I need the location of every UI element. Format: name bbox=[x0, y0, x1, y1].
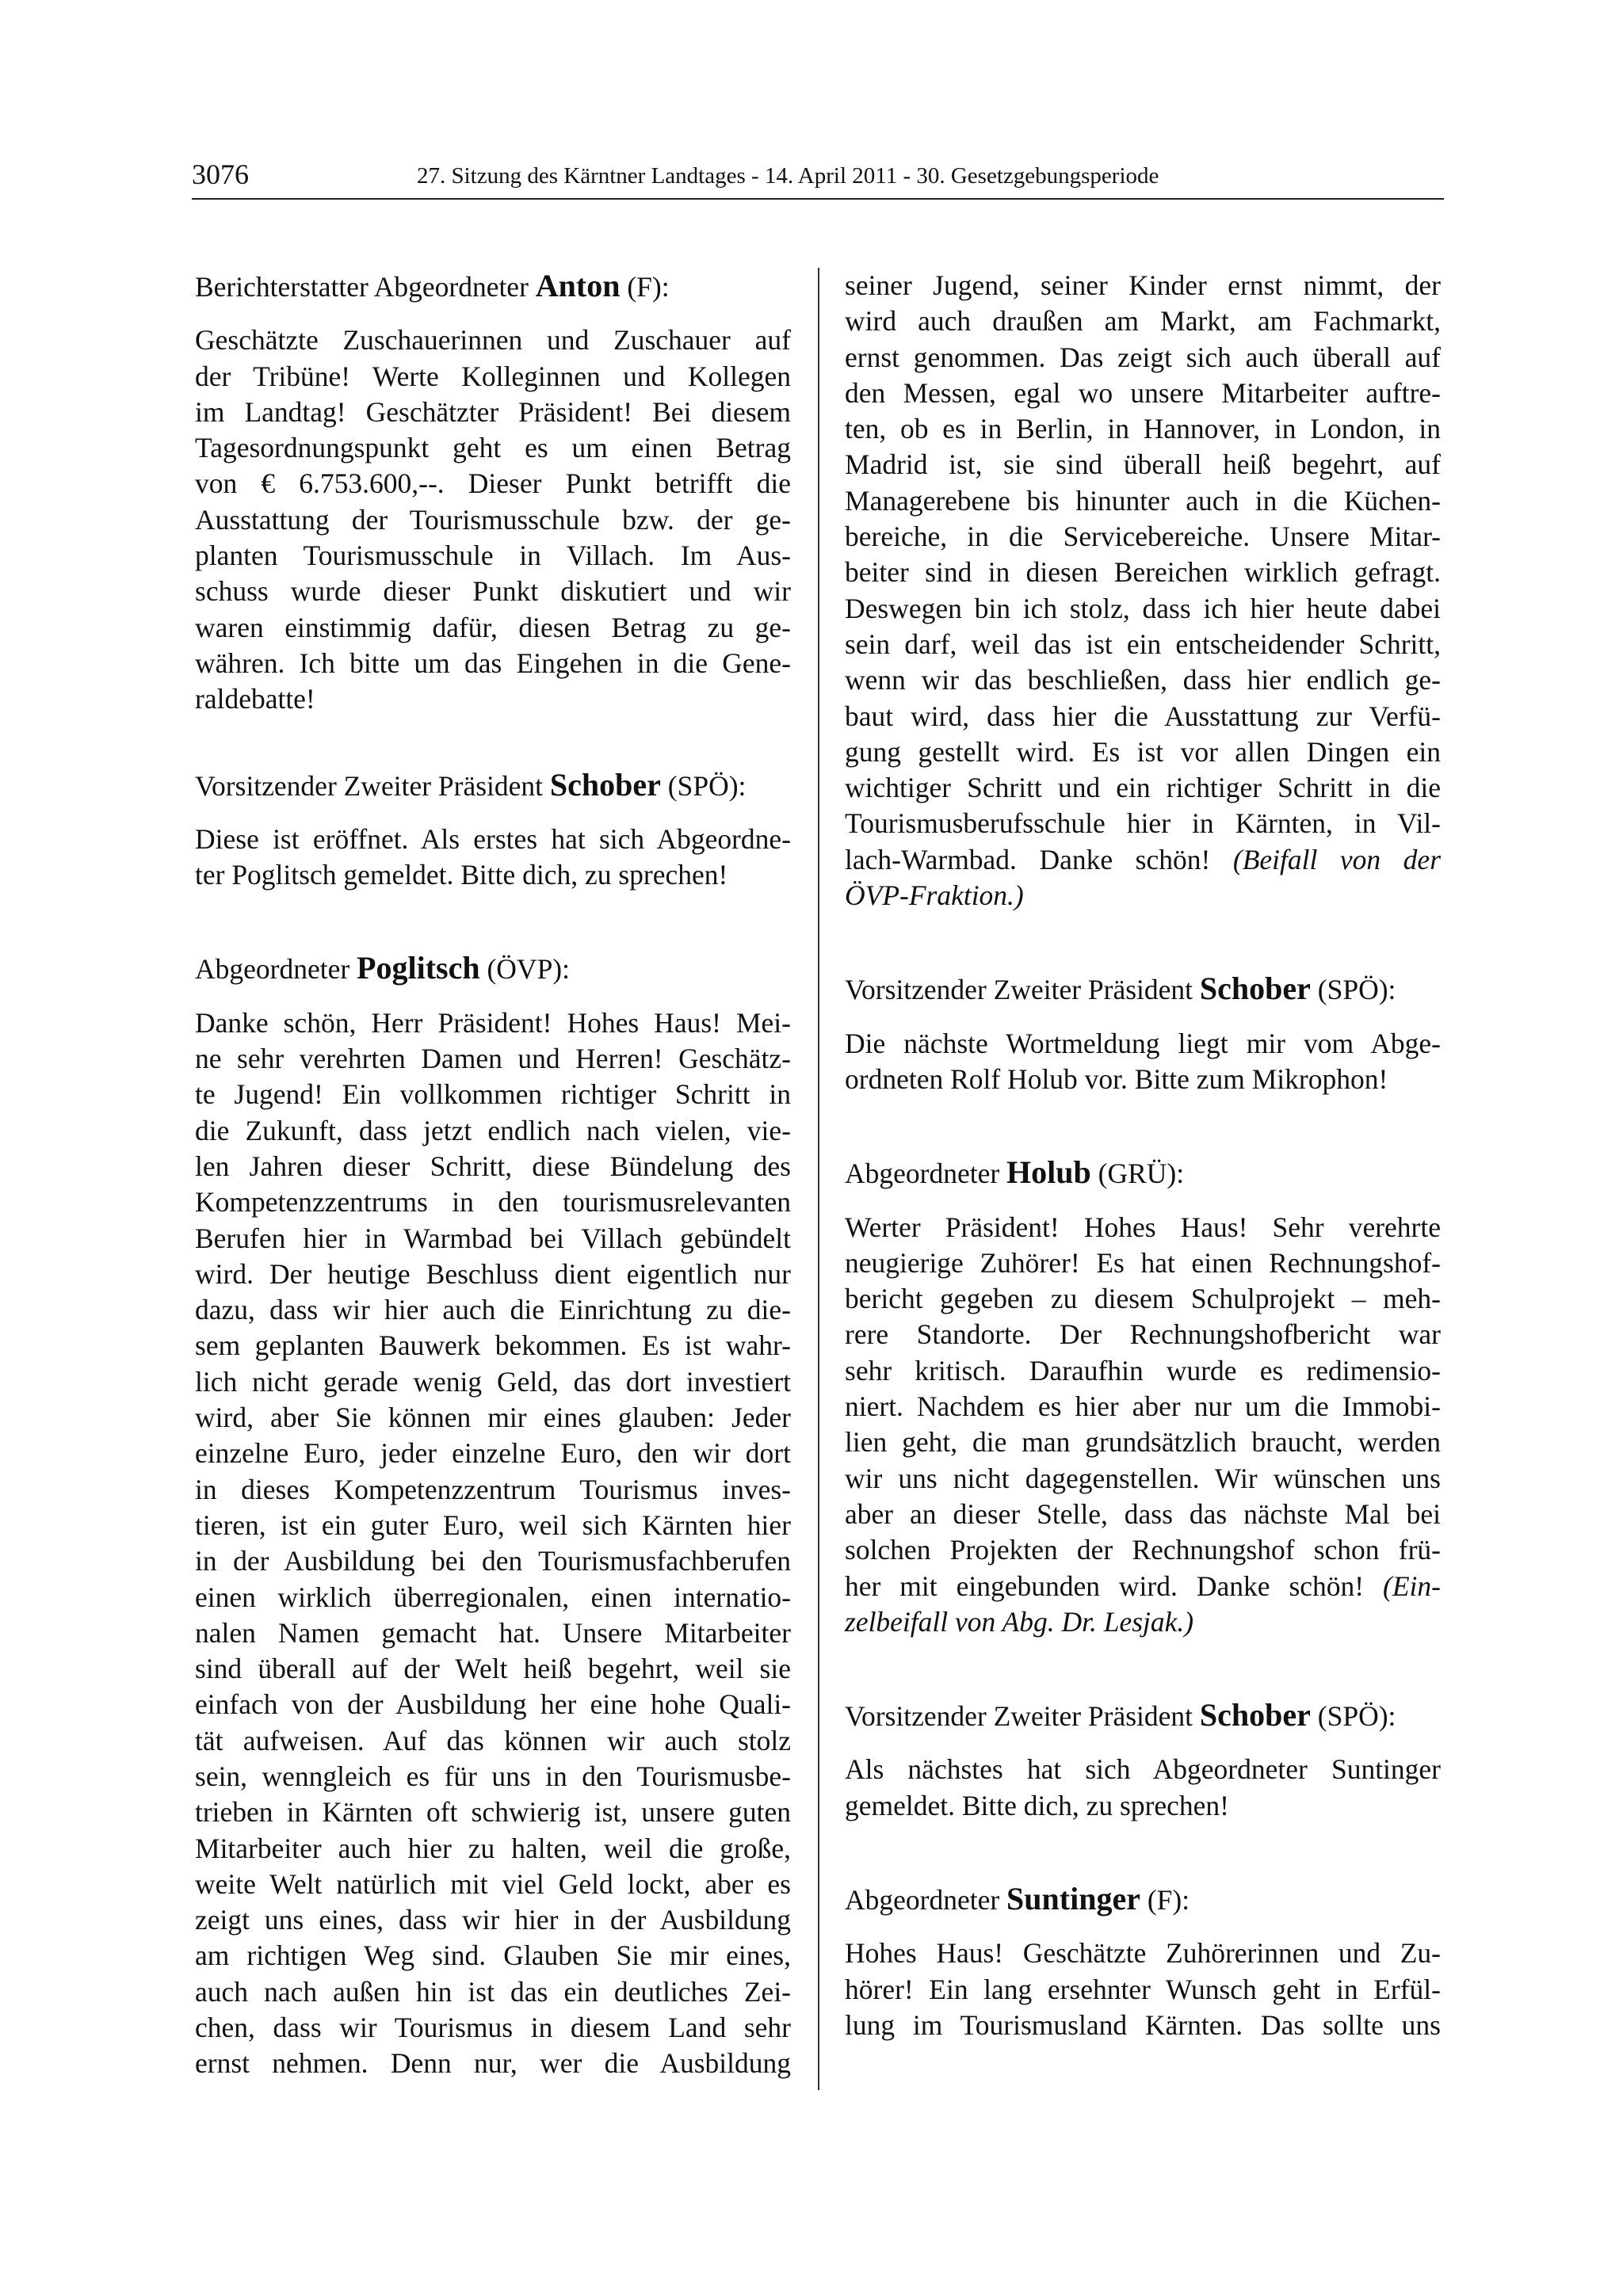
speaker-name: Schober bbox=[1199, 971, 1311, 1007]
text-line: sein darf, weil das ist ein entscheidender Schritt, bbox=[845, 627, 1441, 660]
text-line: rere Standorte. Der Rechnungshofbericht war bbox=[845, 1318, 1441, 1351]
column-divider bbox=[818, 268, 819, 2090]
left-column bbox=[195, 268, 791, 2082]
text-line: wird. Der heutige Beschluss dient eigentlich nur bbox=[195, 1257, 791, 1290]
text-line: ernst genommen. Das zeigt sich auch überall auf bbox=[845, 341, 1441, 373]
speaker-line-holub: Abgeordneter Holub (GRÜ): bbox=[845, 1154, 1185, 1191]
applause-note: (Ein- bbox=[1383, 1569, 1441, 1602]
speech-poglitsch-continued: seiner Jugend, seiner Kinder ernst nimmt, der wird auch draußen am Markt, am Fachmarkt, ernst genommen. Das zeigt sich auch überall auf den Messen, egal wo unsere Mitarbeiter auftre- ten, ob es in Berlin, in Hannover, in London, in Madrid ist, sie sind überall heiß begehrt, auf Managerebene bis hinunter auch in die Küchen- bereiche, in die Servicebereiche. Unsere Mitar- beiter sind in diesen Bereichen wirklich gefragt. Deswegen bin ich stolz, dass ich hier heute dabei sein darf, weil das ist ein entscheidender Schritt, wenn wir das beschließen, dass hier endlich ge- baut wird, dass hier die Ausstattung zur Verfü- gung gestellt wird. Es ist vor allen Dingen ein wichtiger Schritt und ein richtiger Schritt in die Tourismusberufsschule hier in Kärnten, in Vil- lach-Warmbad. Danke schön! (Beifall von der ÖVP-Fraktion.) bbox=[845, 268, 1441, 913]
speaker-name: Poglitsch bbox=[357, 950, 480, 986]
text-line: einen wirklich überregionalen, einen internatio- bbox=[195, 1581, 791, 1613]
text-line: Managerebene bis hinunter auch in die Küchen- bbox=[845, 484, 1441, 517]
text-line: chen, dass wir Tourismus in diesem Land sehr bbox=[195, 2012, 791, 2044]
text-line: ernst nehmen. Denn nur, wer die Ausbildung bbox=[195, 2047, 791, 2080]
text-line: Werter Präsident! Hohes Haus! Sehr verehrte bbox=[845, 1211, 1441, 1243]
text-line: wir uns nicht dagegenstellen. Wir wünschen uns bbox=[845, 1462, 1441, 1494]
text-line: sem geplanten Bauwerk bekommen. Es ist wahr- bbox=[195, 1329, 791, 1362]
text-line: wird auch draußen am Markt, am Fachmarkt, bbox=[845, 305, 1441, 338]
page-number: 3076 bbox=[192, 158, 249, 190]
text-line: neugierige Zuhörer! Es hat einen Rechnungshof- bbox=[845, 1246, 1441, 1279]
text-line: weite Welt natürlich mit viel Geld lockt, aber es bbox=[195, 1867, 791, 1900]
text-line: Berufen hier in Warmbad bei Villach gebündelt bbox=[195, 1222, 791, 1254]
text-line: schuss wurde dieser Punkt diskutiert und wir bbox=[195, 575, 791, 608]
text-line: tieren, ist ein guter Euro, weil sich Kärnten hier bbox=[195, 1508, 791, 1541]
text-line: planten Tourismusschule in Villach. Im Aus- bbox=[195, 540, 791, 572]
text-line: am richtigen Weg sind. Glauben Sie mir eines, bbox=[195, 1939, 791, 1972]
speech-poglitsch bbox=[195, 1005, 791, 2082]
text-line: nalen Namen gemacht hat. Unsere Mitarbeiter bbox=[195, 1616, 791, 1649]
speaker-line-suntinger: Abgeordneter Suntinger (F): bbox=[845, 1880, 1190, 1917]
text-line: Hohes Haus! Geschätzte Zuhörerinnen und Zu- bbox=[845, 1937, 1441, 1970]
text-line: Tourismusberufsschule hier in Kärnten, in Vil- bbox=[845, 807, 1441, 840]
speaker-line-schober: Vorsitzender Zweiter Präsident Schober (SPÖ): bbox=[845, 1697, 1396, 1733]
text-line: niert. Nachdem es hier aber nur um die Immobi- bbox=[845, 1390, 1441, 1423]
text-line: trieben in Kärnten oft schwierig ist, unsere guten bbox=[195, 1796, 791, 1829]
speech-schober bbox=[195, 822, 791, 894]
speaker-name: Suntinger bbox=[1006, 1880, 1140, 1917]
text-line: baut wird, dass hier die Ausstattung zur Verfü- bbox=[845, 700, 1441, 732]
header-title: 27. Sitzung des Kärntner Landtages - 14. April 2011 - 30. Gesetzgebungsperiode bbox=[417, 163, 1159, 189]
text-line: die Zukunft, dass jetzt endlich nach vielen, vie- bbox=[195, 1114, 791, 1146]
speech-holub: Werter Präsident! Hohes Haus! Sehr verehrte neugierige Zuhörer! Es hat einen Rechnungshof- bericht gegeben zu diesem Schulprojekt – meh- rere Standorte. Der Rechnungshofbericht war sehr kritisch. Daraufhin wurde es redimensio- niert. Nachdem es hier aber nur um die Immobi- lien geht, die man grundsätzlich braucht, werden wir uns nicht dagegenstellen. Wir wünschen uns aber an dieser Stelle, dass das nächste Mal bei solchen Projekten der Rechnungshof schon frü- her mit eingebunden wird. Danke schön! (Ein- zelbeifall von Abg. Dr. Lesjak.) bbox=[845, 1210, 1441, 1641]
text-line: lien geht, die man grundsätzlich braucht, werden bbox=[845, 1426, 1441, 1459]
speech-suntinger bbox=[845, 1936, 1441, 2043]
text-line: gemeldet. Bitte dich, zu sprechen! bbox=[845, 1789, 1229, 1821]
text-line: Madrid ist, sie sind überall heiß begehrt, auf bbox=[845, 448, 1441, 481]
text-line: Die nächste Wortmeldung liegt mir vom Abge- bbox=[845, 1027, 1441, 1059]
text-line: solchen Projekten der Rechnungshof schon frü- bbox=[845, 1534, 1441, 1566]
speech-schober-3 bbox=[845, 1752, 1441, 1824]
text-line: raldebatte! bbox=[195, 683, 315, 715]
text-line: einfach von der Ausbildung her eine hohe Quali- bbox=[195, 1688, 791, 1721]
text-line: sehr kritisch. Daraufhin wurde es redimensio- bbox=[845, 1354, 1441, 1386]
text-line: dazu, dass wir hier auch die Einrichtung zu die- bbox=[195, 1294, 791, 1326]
text-line: sein, wenngleich es für uns in den Tourismusbe- bbox=[195, 1760, 791, 1792]
text-line: Diese ist eröffnet. Als erstes hat sich Abgeordne- bbox=[195, 822, 791, 855]
speaker-line-schober: Vorsitzender Zweiter Präsident Schober (SPÖ): bbox=[845, 971, 1396, 1007]
speaker-name: Holub bbox=[1006, 1154, 1091, 1191]
right-column bbox=[845, 268, 1441, 2043]
text-line: hörer! Ein lang ersehnter Wunsch geht in Erfül- bbox=[845, 1973, 1441, 2005]
text-line: in dieses Kompetenzzentrum Tourismus inves- bbox=[195, 1473, 791, 1505]
text-line: Als nächstes hat sich Abgeordneter Suntinger bbox=[845, 1753, 1441, 1786]
text-line: waren einstimmig dafür, diesen Betrag zu ge- bbox=[195, 611, 791, 643]
text-line: wird, aber Sie können mir eines glauben: Jeder bbox=[195, 1402, 791, 1434]
text-line: Mitarbeiter auch hier zu halten, weil die große, bbox=[195, 1832, 791, 1864]
text-line: lung im Tourismusland Kärnten. Das sollte uns bbox=[845, 2008, 1441, 2041]
applause-note: (Beifall von der bbox=[1232, 843, 1442, 875]
speaker-name: Anton bbox=[535, 268, 621, 303]
page-header bbox=[192, 157, 1444, 200]
text-line: Ausstattung der Tourismusschule bzw. der ge- bbox=[195, 503, 791, 536]
text-line: aber an dieser Stelle, dass das nächste Mal bei bbox=[845, 1497, 1441, 1530]
text-line: ten, ob es in Berlin, in Hannover, in London, in bbox=[845, 413, 1441, 445]
text-line: der Tribüne! Werte Kolleginnen und Kollegen bbox=[195, 360, 791, 392]
text-line: tät aufweisen. Auf das können wir auch stolz bbox=[195, 1724, 791, 1756]
text-line: seiner Jugend, seiner Kinder ernst nimmt, der bbox=[845, 269, 1441, 301]
text-line: ter Poglitsch gemeldet. Bitte dich, zu sprechen! bbox=[195, 859, 728, 891]
text-line: bereiche, in die Servicebereiche. Unsere Mitar- bbox=[845, 521, 1441, 553]
text-line: auch nach außen hin ist das ein deutliches Zei- bbox=[195, 1975, 791, 2008]
speech-anton bbox=[195, 322, 791, 717]
text-line: Kompetenzzentrums in den tourismusrelevanten bbox=[195, 1186, 791, 1219]
applause-note-end: ÖVP-Fraktion.) bbox=[845, 879, 1024, 912]
text-line: gung gestellt wird. Es ist vor allen Dingen ein bbox=[845, 735, 1441, 768]
text-line: von € 6.753.600,--. Dieser Punkt betrifft die bbox=[195, 467, 791, 500]
text-line: sind überall auf der Welt heiß begehrt, weil sie bbox=[195, 1653, 791, 1685]
speaker-line-schober: Vorsitzender Zweiter Präsident Schober (SPÖ): bbox=[195, 766, 747, 803]
text-line: Danke schön, Herr Präsident! Hohes Haus! Mei- bbox=[195, 1006, 791, 1039]
text-line: Tagesordnungspunkt geht es um einen Betrag bbox=[195, 432, 791, 464]
text-line: wichtiger Schritt und ein richtiger Schritt in die bbox=[845, 772, 1441, 804]
speaker-line-anton: Berichterstatter Abgeordneter Anton (F): bbox=[195, 268, 670, 303]
text-line: Geschätzte Zuschauerinnen und Zuschauer auf bbox=[195, 324, 791, 357]
text-line: einzelne Euro, jeder einzelne Euro, den wir dort bbox=[195, 1437, 791, 1470]
text-line: te Jugend! Ein vollkommen richtiger Schritt in bbox=[195, 1078, 791, 1111]
text-line: wenn wir das beschließen, dass hier endlich ge- bbox=[845, 664, 1441, 696]
text-line: len Jahren dieser Schritt, diese Bündelung des bbox=[195, 1150, 791, 1182]
text-line: im Landtag! Geschätzter Präsident! Bei diesem bbox=[195, 395, 791, 428]
text-line: währen. Ich bitte um das Eingehen in die Gene- bbox=[195, 646, 791, 679]
text-line: ordneten Rolf Holub vor. Bitte zum Mikrophon! bbox=[845, 1062, 1388, 1095]
text-line: in der Ausbildung bei den Tourismusfachberufen bbox=[195, 1545, 791, 1577]
text-line: zeigt uns eines, dass wir hier in der Ausbildung bbox=[195, 1904, 791, 1936]
applause-note-end: zelbeifall von Abg. Dr. Lesjak.) bbox=[845, 1605, 1194, 1638]
text-line: Deswegen bin ich stolz, dass ich hier heute dabei bbox=[845, 592, 1441, 624]
text-line: bericht gegeben zu diesem Schulprojekt – meh- bbox=[845, 1283, 1441, 1315]
speaker-name: Schober bbox=[549, 766, 661, 803]
text-line: beiter sind in diesen Bereichen wirklich gefragt. bbox=[845, 556, 1441, 589]
speaker-line-poglitsch: Abgeordneter Poglitsch (ÖVP): bbox=[195, 950, 570, 986]
text-line: ne sehr verehrten Damen und Herren! Geschätz- bbox=[195, 1043, 791, 1075]
speech-schober-2 bbox=[845, 1026, 1441, 1098]
text-line: den Messen, egal wo unsere Mitarbeiter auftre- bbox=[845, 376, 1441, 409]
speaker-name: Schober bbox=[1199, 1697, 1311, 1733]
text-line: lich nicht gerade wenig Geld, das dort investiert bbox=[195, 1365, 791, 1398]
